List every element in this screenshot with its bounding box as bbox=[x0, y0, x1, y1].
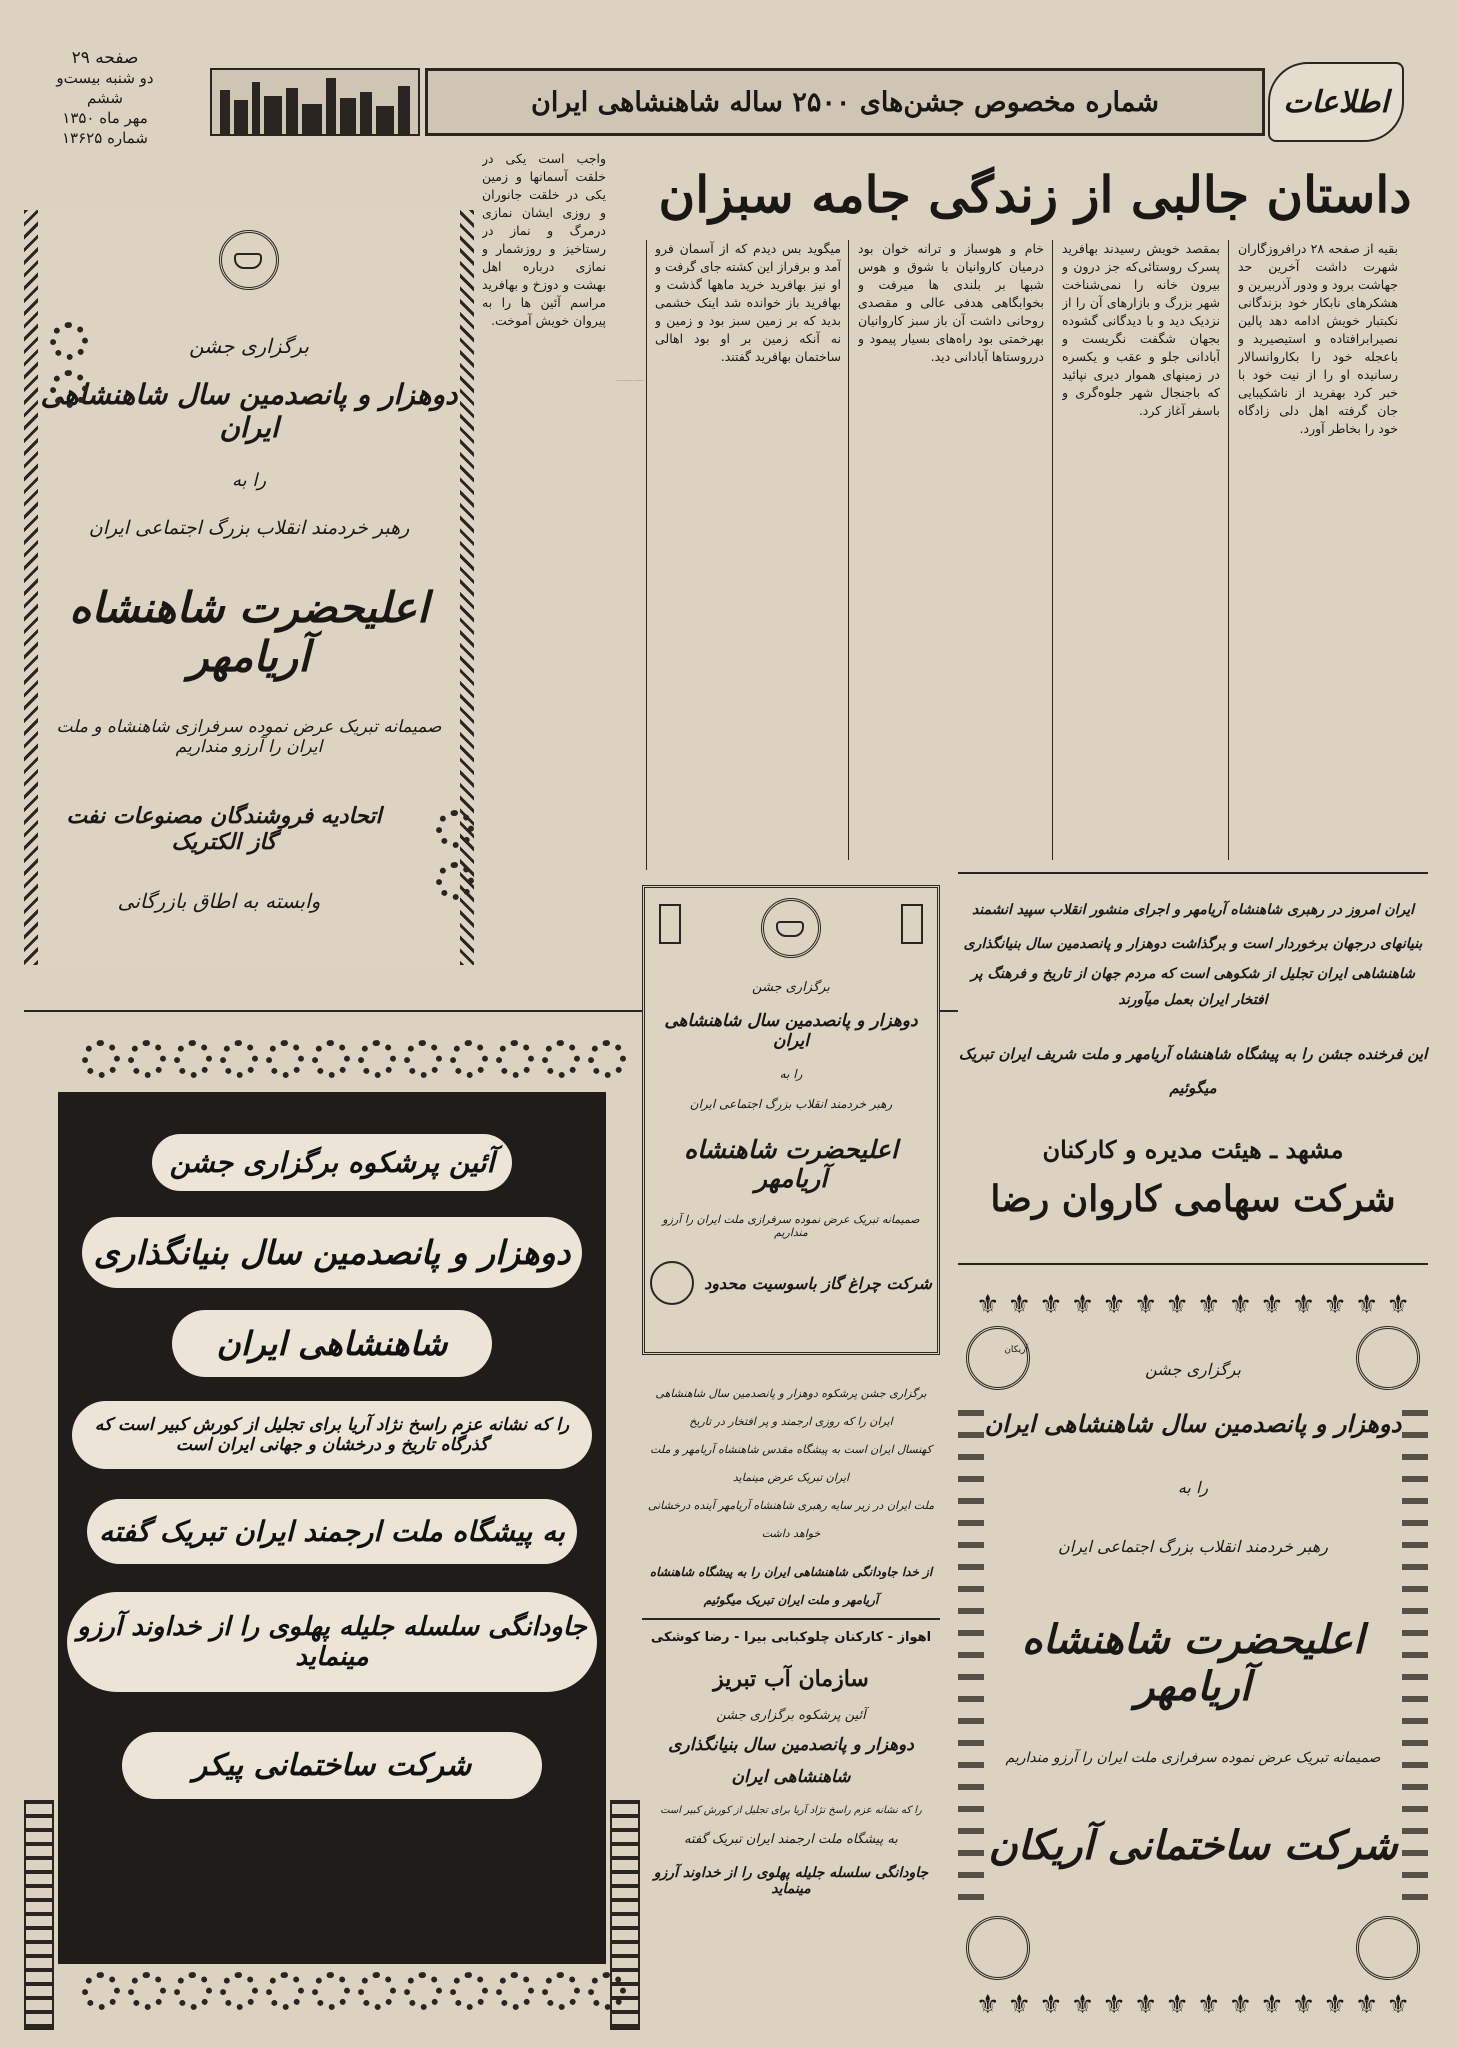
ad-arikan-line1: دوهزار و پانصدمین سال شاهنشاهی ایران bbox=[984, 1409, 1402, 1438]
column-divider bbox=[646, 240, 647, 870]
ad-center-king: اعلیحضرت شاهنشاه آریامهر bbox=[684, 1135, 898, 1193]
ad-water-line4: را که نشانه عزم راسخ نژاد آریا برای تجلیل از کورش کبیر است bbox=[660, 1805, 922, 1816]
ad-right-line1: ایران امروز در رهبری شاهنشاه آریامهر و اجرای منشور انقلاب سپید انشمند bbox=[971, 902, 1415, 918]
ad-center-bottom bbox=[642, 1636, 940, 1996]
corner-ornament-icon bbox=[901, 904, 923, 944]
ad-left-king: اعلیحضرت شاهنشاه آریامهر bbox=[69, 583, 429, 681]
flower-icon bbox=[358, 1972, 396, 2010]
column-1-text: بقیه از صفحه ۲۸ درافروزگاران شهرت داشت آخرین حد جهاشت برود و ودور آذربیرین و هشکرهای نابکار خود بزندگانی نکبتبار خویش ادامه دهد پالین نصیرابرافتاده و استیصیرید و باعجله خود را بکاروانسالار رسانیده او را از نیت خود با خبر کرد بهفرید از ناشکیبایی جان گرفته اهل دلی زادگاه خود را بخاطر آورد. bbox=[1238, 241, 1398, 436]
ad-right-company: شرکت سهامی کاروان رضا bbox=[990, 1178, 1396, 1220]
ad-water-line3: شاهنشاهی ایران bbox=[731, 1767, 851, 1787]
ad-water-line2: دوهزار و پانصدمین سال بنیانگذاری bbox=[668, 1735, 914, 1755]
article-column-4 bbox=[655, 240, 841, 860]
ad-center-line3: رهبر خردمند انقلاب بزرگ اجتماعی ایران bbox=[689, 1097, 893, 1111]
masthead-logo bbox=[1268, 62, 1404, 142]
flower-icon bbox=[128, 1040, 166, 1078]
fleur-column-right bbox=[1402, 1400, 1428, 1900]
masthead-text: اطلاعات bbox=[1283, 84, 1389, 120]
ad-left-flowers-bottom bbox=[432, 810, 474, 904]
ad-left-flowers-top bbox=[46, 322, 92, 412]
date-line-1: دو شنبه بیست‌و ششم bbox=[56, 69, 154, 107]
flower-icon bbox=[174, 1972, 212, 2010]
fleur-row-top bbox=[958, 1290, 1428, 1320]
ad-left-intro: برگزاری جشن bbox=[189, 334, 309, 358]
flower-icon bbox=[82, 1040, 120, 1078]
ornate-column-left bbox=[24, 1800, 54, 2030]
ad-center-top bbox=[642, 885, 940, 1355]
column-3-text: خام و هوسباز و ترانه خوان بود درمیان کاروانیان با شوق و هوس شبها بر بلندی ها میرفت و بخوابگاهی هدفی عالی و مقصدی روحانی داشت آن باز سبز کاروانیان بهرخمتی بود راه‌های بسیار پیمود و درروستاها آبادانی دید. bbox=[858, 241, 1044, 364]
flower-icon bbox=[312, 1972, 350, 2010]
flower-icon bbox=[312, 1040, 350, 1078]
ad-mid-line2: کهنسال ایران است به پیشگاه مقدس شاهنشاه آریامهر و ملت ایران تبریک عرض مینماید bbox=[650, 1443, 932, 1484]
arikan-logo-icon bbox=[1356, 1326, 1420, 1390]
gas-lamp-logo-icon bbox=[650, 1261, 694, 1305]
ad-right-line3: شاهنشاهی ایران تجلیل از شکوهی است که مردم جهان از تاریخ و فرهنگ پر افتخار ایران بعمل میآورند bbox=[970, 966, 1415, 1008]
column-4-text: میگوید بس دیدم که از آسمان فرو آمد و برفراز این کشته جای گرفت و او نیز بهافرید خرید ماهها گذشت و بهافرید باز خوانده شد اینک خشمی بدید که بر زمین سبز بود و زمین و نه آنکه زمین بر او بود اهالی ساختمان بهافرید گفتند. bbox=[655, 241, 841, 364]
flower-icon bbox=[450, 1972, 488, 2010]
ad-water-org: سازمان آب تبریز bbox=[713, 1666, 869, 1692]
ad-water-line1: آئین پرشکوه برگزاری جشن bbox=[716, 1708, 866, 1723]
column-5-text: رمزیه کردن در موقع غیظ با واجگیری و خشمی حیوانات راه‌گذار bbox=[616, 380, 644, 381]
page-info bbox=[40, 48, 170, 147]
crown-emblem-icon bbox=[761, 898, 821, 958]
flower-icon bbox=[496, 1972, 534, 2010]
article-column-3 bbox=[858, 240, 1044, 860]
column-2-text: بمقصد خویش رسیدند بهافرید پسرک روستائی‌که جز درون و بیرون خانه را نمی‌شناخت شهر بزرگ و بازارهای آن را از نزدیک دید و با دیدگانی گشوده بجهان شگفت نگریست و آبادانی جلو و عقب و یکسره در زمینهای هموار دیری نپائید که باجنجال شهر جلوه‌گری و باسفر آغاز کرد. bbox=[1062, 241, 1220, 418]
flower-icon bbox=[404, 1040, 442, 1078]
column-divider bbox=[1228, 240, 1229, 860]
article-headline-box bbox=[640, 160, 1430, 232]
ad-right-line2: بنیانهای درجهان برخوردار است و برگذاشت دوهزار و پانصدمین سال بنیانگذاری bbox=[963, 936, 1423, 952]
side-strip-text: واجب است یکی در خلقت آسمانها و زمین یکی در خلقت جانوران و روزی ایشان نمازی درمرگ و نماز در رستاخیز و روزشمار و نمازی درباره اهل بهشت و دوزخ و بهافرید مراسم آئین ها را به پیروان خویش آموخت. bbox=[482, 151, 606, 328]
arikan-logo-icon bbox=[1356, 1916, 1420, 1980]
flower-row-top bbox=[60, 1040, 630, 1080]
ad-right-line4: این فرخنده جشن را به پیشگاه شاهنشاه آریامهر و ملت شریف ایران تبریک میگوئیم bbox=[958, 1045, 1428, 1097]
ad-center-line4: صمیمانه تبریک عرض نموده سرفرازی ملت ایران را آرزو منداریم bbox=[662, 1213, 920, 1239]
dark-ad-line1: آئین پرشکوه برگزاری جشن bbox=[152, 1134, 512, 1191]
arikan-logo-label: آریکان bbox=[1004, 1345, 1028, 1355]
special-issue-banner bbox=[425, 68, 1265, 136]
ad-water-line6: جاودانگی سلسله جلیله پهلوی را از خداوند آرزو مینماید bbox=[653, 1865, 929, 1897]
fleur-de-lis-icon: ⚜ ⚜ ⚜ ⚜ ⚜ ⚜ ⚜ ⚜ ⚜ ⚜ ⚜ ⚜ ⚜ ⚜ bbox=[976, 1290, 1410, 1320]
arikan-logo-icon bbox=[966, 1916, 1030, 1980]
article-side-strip bbox=[482, 150, 606, 1000]
article-column-2 bbox=[1062, 240, 1220, 860]
ad-center-emblem bbox=[645, 898, 937, 962]
crown-emblem-icon bbox=[219, 230, 279, 290]
flower-icon bbox=[266, 1040, 304, 1078]
ad-right-signers: مشهد ـ هیئت مدیره و کارکنان bbox=[1042, 1135, 1344, 1164]
dark-ad-line5: به پیشگاه ملت ارجمند ایران تبریک گفته bbox=[87, 1499, 577, 1564]
ad-left-emblem bbox=[24, 230, 474, 294]
article-column-1 bbox=[1238, 240, 1398, 860]
issue-number: شماره ۱۳۶۲۵ bbox=[62, 129, 148, 147]
dark-ad-line6: جاودانگی سلسله جلیله پهلوی را از خداوند آرزو مینماید bbox=[67, 1592, 597, 1692]
flower-icon bbox=[220, 1040, 258, 1078]
column-divider bbox=[848, 240, 849, 860]
corner-ornament-icon bbox=[659, 904, 681, 944]
article-column-5 bbox=[616, 380, 644, 381]
ad-arikan-line4: صمیمانه تبریک عرض نموده سرفرازی ملت ایران را آرزو منداریم bbox=[1005, 1750, 1381, 1766]
flower-icon bbox=[50, 370, 88, 408]
dark-ad-line2: دوهزار و پانصدمین سال بنیانگذاری bbox=[82, 1217, 582, 1288]
ad-left-line3: رهبر خردمند انقلاب بزرگ اجتماعی ایران bbox=[88, 517, 410, 539]
ad-mid-line4: از خدا جاودانگی شاهنشاهی ایران را به پیشگاه شاهنشاه آریامهر و ملت ایران تبریک میگوئیم bbox=[649, 1565, 933, 1607]
ad-arikan-intro: برگزاری جشن bbox=[1145, 1360, 1241, 1379]
flower-icon bbox=[50, 322, 88, 360]
ad-left-line2: را به bbox=[231, 470, 267, 491]
flower-icon bbox=[82, 1972, 120, 2010]
flower-icon bbox=[404, 1972, 442, 2010]
horizontal-rule bbox=[958, 872, 1428, 874]
decorative-border-left bbox=[24, 210, 38, 965]
flower-row-bottom bbox=[60, 1972, 630, 2012]
flower-icon bbox=[436, 810, 474, 848]
flower-icon bbox=[450, 1040, 488, 1078]
ad-center-mid bbox=[642, 1370, 940, 1645]
ad-center-company-row bbox=[645, 1261, 937, 1305]
ad-right-mid bbox=[958, 885, 1428, 1265]
flower-icon bbox=[588, 1972, 626, 2010]
ad-left-top bbox=[24, 210, 474, 965]
ad-arikan-line3: رهبر خردمند انقلاب بزرگ اجتماعی ایران bbox=[1058, 1537, 1328, 1556]
flower-icon bbox=[588, 1040, 626, 1078]
dark-ad-line4: را که نشانه عزم راسخ نژاد آریا برای تجلیل از کورش کبیر است که گذرگاه تاریخ و درخشان و جهانی ایران است bbox=[72, 1401, 592, 1469]
ad-mid-line1: برگزاری جشن پرشکوه دوهزار و پانصدمین سال شاهنشاهی ایران را که روزی ارجمند و پر افتخار در تاریخ bbox=[655, 1387, 927, 1428]
ad-center-line2: را به bbox=[779, 1067, 803, 1081]
fleur-row-bottom bbox=[958, 1990, 1428, 2020]
flower-icon bbox=[220, 1972, 258, 2010]
ad-center-company: شرکت چراغ گاز باسوسیت محدود bbox=[704, 1273, 932, 1293]
flower-icon bbox=[542, 1972, 580, 2010]
ad-center-line1: دوهزار و پانصدمین سال شاهنشاهی ایران bbox=[664, 1011, 918, 1051]
flower-icon bbox=[174, 1040, 212, 1078]
column-divider bbox=[1052, 240, 1053, 860]
ad-mid-company: اهواز - کارکنان چلوکبابی بیرا - رضا کوشکی bbox=[650, 1630, 932, 1645]
ad-water-line5: به پیشگاه ملت ارجمند ایران تبریک گفته bbox=[684, 1832, 898, 1847]
page-number: صفحه ۲۹ bbox=[71, 48, 139, 68]
article-headline: داستان جالبی از زندگی جامه سبزان bbox=[658, 165, 1412, 224]
ad-arikan-company: شرکت ساختمانی آریکان bbox=[988, 1822, 1398, 1869]
flower-icon bbox=[358, 1040, 396, 1078]
skyline-illustration bbox=[212, 70, 418, 134]
ad-left-affiliation: وابسته به اطاق بازرگانی bbox=[117, 889, 321, 913]
ad-left-line4: صمیمانه تبریک عرض نموده سرفرازی شاهنشاه و ملت ایران را آرزو منداریم bbox=[56, 717, 442, 757]
banner-title: شماره مخصوص جشن‌های ۲۵۰۰ ساله شاهنشاهی ایران bbox=[531, 86, 1159, 118]
ad-mid-line3: ملت ایران در زیر سایه رهبری شاهنشاه آریامهر آینده درخشانی خواهد داشت bbox=[647, 1499, 935, 1540]
fleur-column-left bbox=[958, 1400, 984, 1900]
flower-icon bbox=[266, 1972, 304, 2010]
flower-icon bbox=[542, 1040, 580, 1078]
ad-arikan-king: اعلیحضرت شاهنشاه آریامهر bbox=[1021, 1616, 1365, 1710]
skyline-image bbox=[210, 68, 420, 136]
flower-icon bbox=[436, 862, 474, 900]
fleur-de-lis-icon: ⚜ ⚜ ⚜ ⚜ ⚜ ⚜ ⚜ ⚜ ⚜ ⚜ ⚜ ⚜ ⚜ ⚜ bbox=[976, 1990, 1410, 2020]
date-line-2: مهر ماه ۱۳۵۰ bbox=[62, 109, 148, 127]
ad-center-intro: برگزاری جشن bbox=[752, 980, 830, 995]
dark-ad-line3: شاهنشاهی ایران bbox=[172, 1310, 492, 1377]
ad-arikan-line2: را به bbox=[1177, 1478, 1209, 1497]
dark-ad-company: شرکت ساختمانی پیکر bbox=[122, 1732, 542, 1799]
flower-icon bbox=[128, 1972, 166, 2010]
ad-big-dark bbox=[58, 1092, 606, 1964]
ad-left-line1: دوهزار و پانصدمین سال شاهنشاهی ایران bbox=[40, 378, 458, 444]
ad-right-bottom bbox=[958, 1290, 1428, 2020]
flower-icon bbox=[496, 1040, 534, 1078]
ad-left-company: اتحادیه فروشندگان مصنوعات نفت گاز الکتریک bbox=[66, 803, 382, 855]
